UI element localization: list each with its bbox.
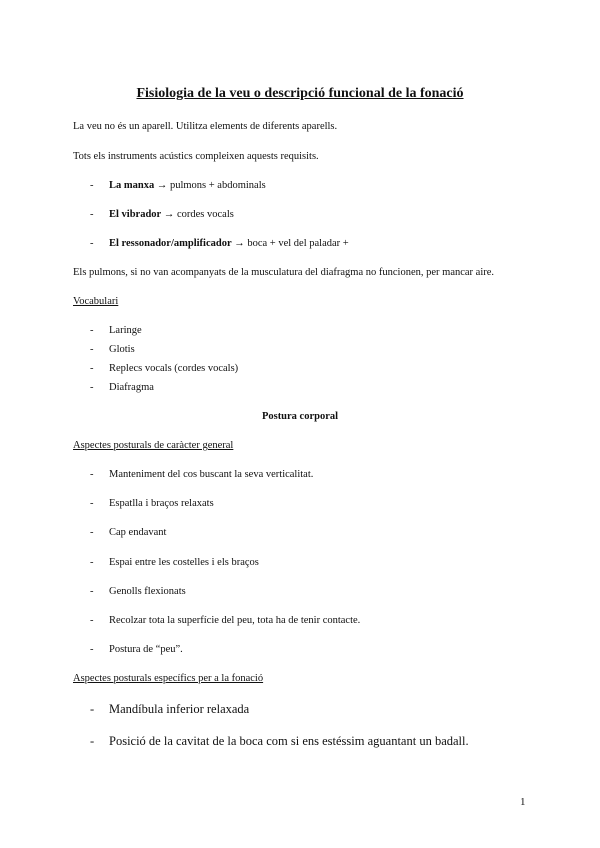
list-item-text: Postura de “peu”. <box>109 644 183 655</box>
list-item-text: Cap endavant <box>109 527 167 538</box>
list-item-text: Posició de la cavitat de la boca com si ens estéssim aguantant un badall. <box>109 734 469 748</box>
pulmons-paragraph: Els pulmons, si no van acompanyats de la musculatura del diafragma no funcionen, per mancar aire. <box>73 267 495 278</box>
list-dash: - <box>90 557 94 568</box>
list-item-text: Genolls flexionats <box>109 586 186 597</box>
page-title: Fisiologia de la veu o descripció funcional de la fonació <box>136 86 464 101</box>
intro-paragraph-2: Tots els instruments acústics compleixen aquests requisits. <box>73 151 319 162</box>
list-dash: - <box>90 469 94 480</box>
postura-heading: Postura corporal <box>261 411 339 422</box>
list-item-text: Diafragma <box>109 382 154 393</box>
list-dash: - <box>90 344 94 355</box>
list-item-text: Replecs vocals (cordes vocals) <box>109 363 239 374</box>
term-label: El vibrador <box>109 209 162 220</box>
especifics-heading: Aspectes posturals específics per a la fonació <box>73 673 264 684</box>
list-item-text: Espatlla i braços relaxats <box>109 498 214 509</box>
list-dash: - <box>90 702 95 716</box>
list-dash: - <box>90 615 94 626</box>
list-item-text <box>109 180 266 191</box>
list-dash: - <box>90 527 94 538</box>
list-item-text <box>109 238 349 249</box>
list-dash: - <box>90 209 94 220</box>
term-description: → cordes vocals <box>161 209 234 220</box>
list-dash: - <box>90 382 94 393</box>
list-dash: - <box>90 586 94 597</box>
list-dash: - <box>90 180 94 191</box>
intro-paragraph-1: La veu no és un aparell. Utilitza elements de diferents aparells. <box>73 121 338 132</box>
list-item-text: Recolzar tota la superfície del peu, tota ha de tenir contacte. <box>109 615 361 626</box>
list-item-text <box>109 209 234 220</box>
term-label: El ressonador/amplificador <box>109 238 232 249</box>
page-number: 1 <box>520 796 526 808</box>
list-item-text: Espai entre les costelles i els braços <box>109 557 259 568</box>
list-dash: - <box>90 238 94 249</box>
term-label: La manxa <box>109 180 155 191</box>
list-dash: - <box>90 644 94 655</box>
list-item-text: Laringe <box>109 325 142 336</box>
list-item-text: Glotis <box>109 344 135 355</box>
list-dash: - <box>90 363 94 374</box>
general-heading: Aspectes posturals de caràcter general <box>73 440 234 451</box>
term-description: → pulmons + abdominals <box>154 180 266 191</box>
vocabulari-heading: Vocabulari <box>73 296 119 307</box>
list-dash: - <box>90 734 95 748</box>
list-dash: - <box>90 498 94 509</box>
list-dash: - <box>90 325 94 336</box>
list-item-text: Manteniment del cos buscant la seva verticalitat. <box>109 469 314 480</box>
term-description: → boca + vel del paladar + <box>231 238 349 249</box>
list-item-text: Mandíbula inferior relaxada <box>109 702 250 716</box>
